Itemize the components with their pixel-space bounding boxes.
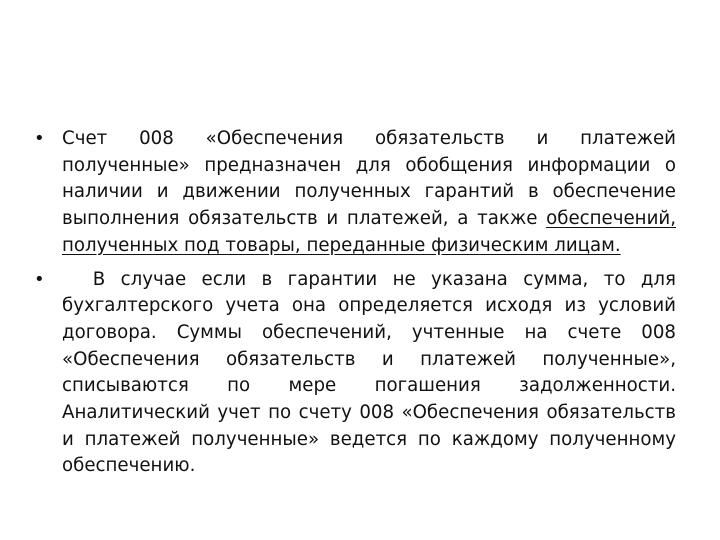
bullet-text: Счет 008 «Обеспечения обязательств и платежей полученные» предназначен для обобщения информации о наличии и движении полученных гарантий в обеспечение выполнения обязательств и платежей, а также <box>62 128 676 230</box>
bullet-text-underlined: обеспечений, полученных под товары, переданные физическим лицам. <box>62 208 676 256</box>
bullet-dot-icon: • <box>34 128 45 149</box>
bullet-item-account-008 <box>34 126 676 260</box>
bullet-dot-icon: • <box>34 268 45 290</box>
bullet-text: В случае если в гарантии не указана сумма, то для бухгалтерского учета она определяется исходя из условий договора. Суммы обеспечений, учтенные на счете 008 «Обеспечения обязательств и платежей полученные», списываются по мере погашения задолженности. Аналитический учет по счету 008 «Обеспечения обязательств и платежей полученные» ведется по каждому полученному обеспечению. <box>62 268 682 477</box>
bullet-list <box>34 126 682 487</box>
bullet-item-guarantee-amount <box>34 267 682 481</box>
